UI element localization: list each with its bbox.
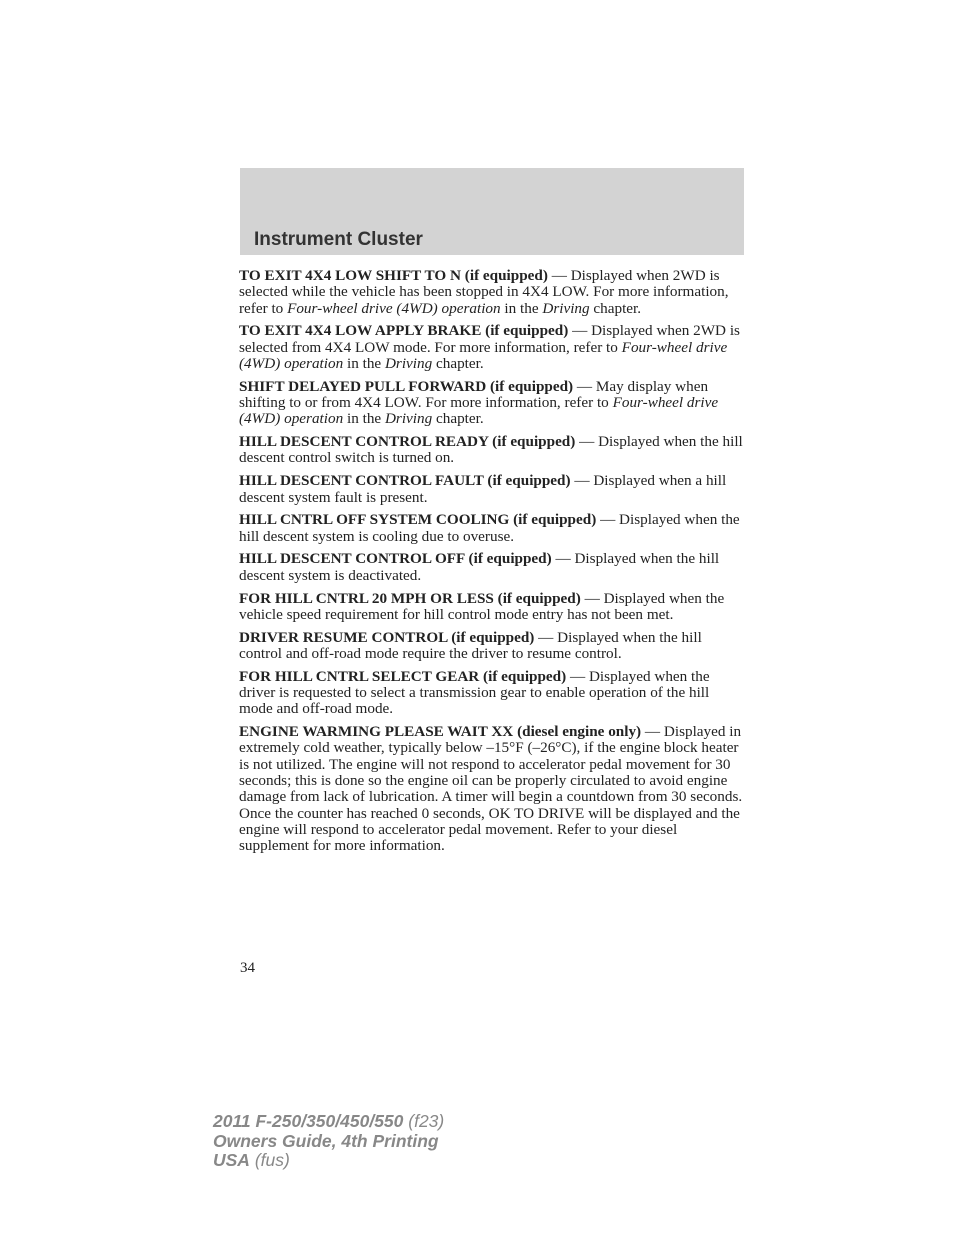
footer-line-model <box>213 1112 444 1132</box>
entry-hill-descent-ready <box>239 434 745 467</box>
entry-ref: Four-wheel drive (4WD) operation <box>287 299 501 317</box>
footer-market-code: (fus) <box>249 1150 290 1170</box>
footer-line-market <box>213 1151 444 1171</box>
entry-chapter: Driving <box>384 354 433 372</box>
entry-body: — Displayed in extremely cold weather, typically below –15°F (–26°C), if the engine block heater is not utilized. The engine will not respond to accelerator pedal movement for 30 seconds; this is done so the engine oil can be properly circulated to avoid engine damage from lack of lubrication. A timer will begin a countdown from 30 seconds. Once the counter has reached 0 seconds, OK TO DRIVE will be displayed and the engine will respond to accelerator pedal movement. Refer to your diesel supplement for more information. <box>239 723 743 855</box>
entry-end: chapter. <box>589 299 642 317</box>
entry-exit-4x4-apply-brake <box>239 323 745 372</box>
entry-term: FOR HILL CNTRL 20 MPH OR LESS (if equipped) <box>239 589 581 607</box>
entry-hill-cntrl-20mph <box>239 591 745 624</box>
entry-term: SHIFT DELAYED PULL FORWARD (if equipped) <box>239 377 574 395</box>
entry-body: — Displayed when 2WD is selected from 4X4 LOW mode. For more information, refer to <box>239 322 740 356</box>
entry-body: — Displayed when the hill descent control switch is turned on. <box>239 433 743 467</box>
entries-list <box>239 268 745 861</box>
entry-term: HILL DESCENT CONTROL READY (if equipped) <box>239 433 576 451</box>
entry-term: DRIVER RESUME CONTROL (if equipped) <box>239 628 535 646</box>
entry-body: — Displayed when the hill control and off-road mode require the driver to resume control. <box>239 628 702 662</box>
entry-hill-cntrl-select-gear <box>239 669 745 718</box>
document-footer <box>213 1112 444 1171</box>
entry-body: — Displayed when 2WD is selected while the vehicle has been stopped in 4X4 LOW. For more information, refer to <box>239 267 729 317</box>
footer-market: USA <box>213 1150 250 1170</box>
footer-guide: Owners Guide, 4th Printing <box>213 1130 439 1151</box>
footer-model: 2011 F-250/350/450/550 <box>213 1111 404 1131</box>
section-header-band <box>240 168 744 255</box>
entry-mid: in the <box>500 299 543 317</box>
entry-term: HILL CNTRL OFF SYSTEM COOLING (if equipped) <box>239 511 597 529</box>
page-number: 34 <box>240 960 255 976</box>
entry-body: — Displayed when the hill descent system is deactivated. <box>239 550 720 584</box>
entry-engine-warming <box>239 724 745 854</box>
entry-body: — Displayed when the driver is requested to select a transmission gear to enable operation of the hill mode and off-road mode. <box>239 667 710 718</box>
entry-term: HILL DESCENT CONTROL FAULT (if equipped) <box>239 472 571 490</box>
entry-term: TO EXIT 4X4 LOW SHIFT TO N (if equipped) <box>239 267 548 284</box>
entry-mid: in the <box>343 410 385 428</box>
entry-body: — Displayed when the hill descent system is cooling due to overuse. <box>239 511 740 545</box>
entry-chapter: Driving <box>542 299 590 317</box>
entry-driver-resume <box>239 630 745 663</box>
entry-term: HILL DESCENT CONTROL OFF (if equipped) <box>239 550 552 568</box>
entry-end: chapter. <box>432 354 484 372</box>
entry-hill-descent-off <box>239 551 745 584</box>
entry-body: — Displayed when the vehicle speed requirement for hill control mode entry has not been met. <box>239 589 725 623</box>
entry-term: TO EXIT 4X4 LOW APPLY BRAKE (if equipped) <box>239 322 569 340</box>
entry-end: chapter. <box>432 410 484 428</box>
entry-body: — May display when shifting to or from 4X4 LOW. For more information, refer to <box>239 377 709 412</box>
footer-line-guide <box>213 1132 444 1152</box>
entry-hill-cntrl-cooling <box>239 512 745 545</box>
entry-ref: Four-wheel drive (4WD) operation <box>239 338 728 372</box>
entry-hill-descent-fault <box>239 473 745 506</box>
entry-chapter: Driving <box>384 410 433 428</box>
section-title: Instrument Cluster <box>254 229 423 250</box>
entry-term: FOR HILL CNTRL SELECT GEAR (if equipped) <box>239 667 567 685</box>
entry-body: — Displayed when a hill descent system fault is present. <box>239 472 727 506</box>
entry-term: ENGINE WARMING PLEASE WAIT XX (diesel engine only) <box>239 723 642 741</box>
entry-mid: in the <box>343 354 385 372</box>
footer-model-code: (f23) <box>403 1111 445 1131</box>
entry-ref: Four-wheel drive (4WD) operation <box>239 394 719 428</box>
entry-exit-4x4-shift-n <box>239 268 745 317</box>
entry-shift-delayed <box>239 379 745 428</box>
